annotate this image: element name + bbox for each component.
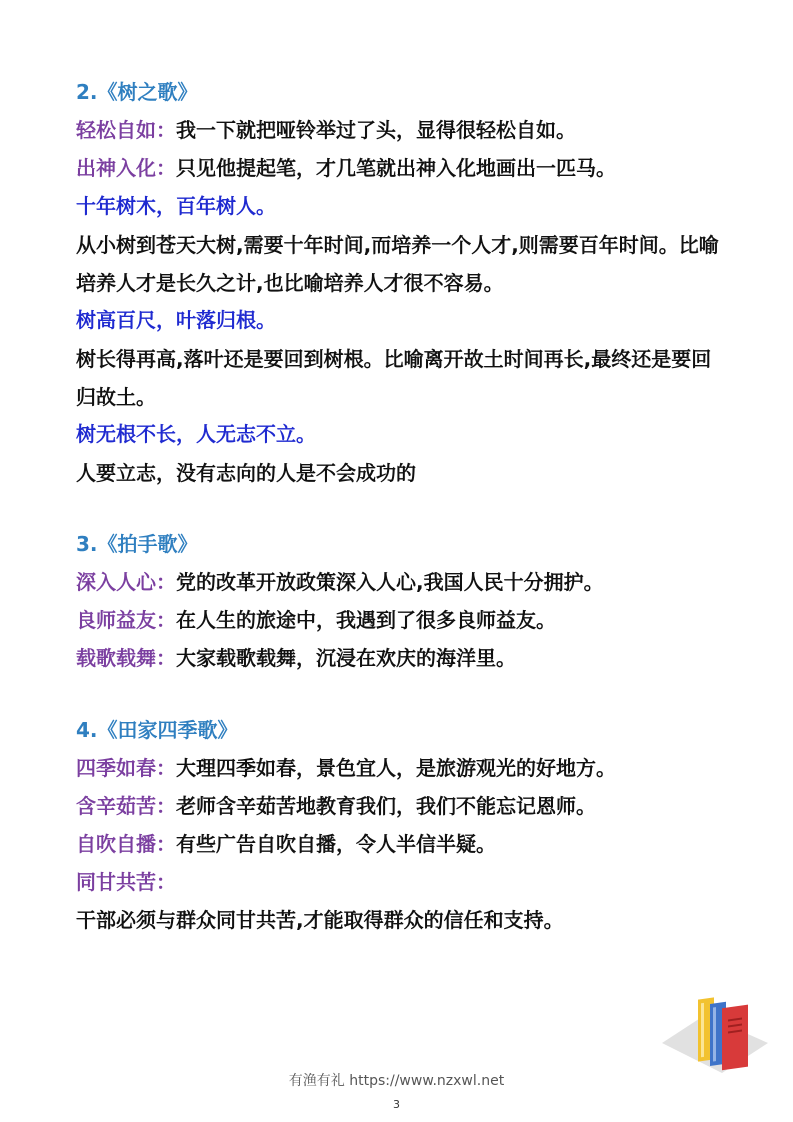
idiom-sentence: 大家载歌载舞，沉浸在欢庆的海洋里。: [176, 646, 516, 670]
footer-text: 有渔有礼 https://www.nzxwl.net: [288, 1073, 505, 1089]
idiom-colon: ：: [156, 756, 176, 780]
proverb-heading: 树高百尺，叶落归根。: [76, 308, 276, 332]
document-content: [76, 80, 726, 946]
proverb-explanation: 树长得再高,落叶还是要回到树根。比喻离开故土时间再长,最终还是要回归故土。: [76, 347, 712, 409]
idiom-colon: ：: [156, 794, 176, 818]
idiom-entry: [76, 870, 726, 894]
idiom-term: 轻松自如: [76, 118, 156, 142]
idiom-entry: [76, 570, 726, 594]
idiom-sentence: 党的改革开放政策深入人心,我国人民十分拥护。: [176, 570, 604, 594]
page-number: 3: [393, 1098, 400, 1111]
idiom-term: 良师益友: [76, 608, 156, 632]
section-title: 4.《田家四季歌》: [76, 718, 238, 742]
idiom-colon: ：: [156, 156, 176, 180]
idiom-entry: [76, 794, 726, 818]
idiom-entry: [76, 832, 726, 856]
idiom-term: 四季如春: [76, 756, 156, 780]
idiom-term: 出神入化: [76, 156, 156, 180]
proverb-heading: 十年树木，百年树人。: [76, 194, 276, 218]
idiom-colon: ：: [156, 832, 176, 856]
idiom-sentence: 我一下就把哑铃举过了头，显得很轻松自如。: [176, 118, 576, 142]
proverb-explanation: 人要立志，没有志向的人是不会成功的: [76, 461, 416, 485]
idiom-colon: ：: [156, 608, 176, 632]
idiom-term: 深入人心: [76, 570, 156, 594]
idiom-entry: [76, 156, 726, 180]
idiom-sentence: 在人生的旅途中，我遇到了很多良师益友。: [176, 608, 556, 632]
proverb-heading: 树无根不长，人无志不立。: [76, 422, 316, 446]
books-icon: [660, 985, 770, 1075]
idiom-sentence: 只见他提起笔，才几笔就出神入化地画出一匹马。: [176, 156, 616, 180]
idiom-colon: ：: [156, 646, 176, 670]
idiom-term: 含辛茹苦: [76, 794, 156, 818]
section-title: 3.《拍手歌》: [76, 532, 198, 556]
idiom-colon: ：: [156, 118, 176, 142]
idiom-entry: [76, 646, 726, 670]
idiom-sentence: 老师含辛茹苦地教育我们，我们不能忘记恩师。: [176, 794, 596, 818]
idiom-sentence: 大理四季如春，景色宜人，是旅游观光的好地方。: [176, 756, 616, 780]
idiom-colon: ：: [156, 570, 176, 594]
proverb-explanation: 从小树到苍天大树,需要十年时间,而培养一个人才,则需要百年时间。比喻培养人才是长久之计,也比喻培养人才很不容易。: [76, 233, 719, 295]
section-title: 2.《树之歌》: [76, 80, 198, 104]
idiom-entry: [76, 608, 726, 632]
idiom-entry: [76, 118, 726, 142]
closing-sentence: 干部必须与群众同甘共苦,才能取得群众的信任和支持。: [76, 908, 564, 932]
idiom-sentence: 有些广告自吹自播，令人半信半疑。: [176, 832, 496, 856]
idiom-entry: [76, 756, 726, 780]
idiom-colon: ：: [156, 870, 176, 894]
idiom-term: 自吹自播: [76, 832, 156, 856]
idiom-term: 同甘共苦: [76, 870, 156, 894]
idiom-term: 载歌载舞: [76, 646, 156, 670]
